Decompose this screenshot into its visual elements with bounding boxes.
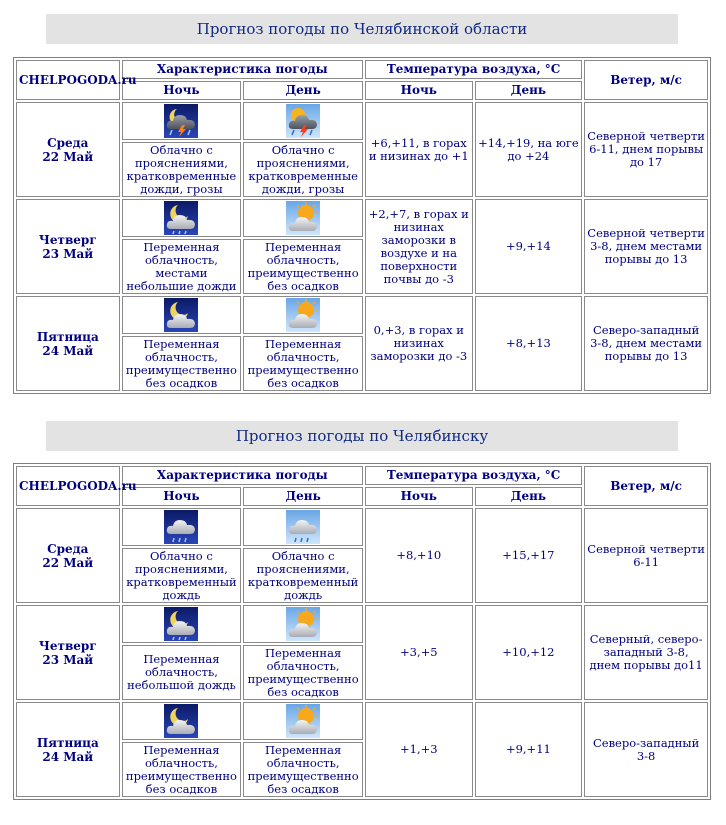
- wind-cell: Северной четверти 6-11: [584, 508, 708, 603]
- day-label: [16, 296, 120, 391]
- night-weather-icon-cell: [122, 702, 242, 740]
- day-label: [16, 702, 120, 797]
- night-weather-icon-cell: [122, 199, 242, 237]
- temp-night-cell: +3,+5: [365, 605, 473, 700]
- night-weather-icon-cell: [122, 102, 242, 140]
- day-description: Облачно с прояснениями, кратковременные дожди, грозы: [243, 142, 363, 197]
- temp-day-cell: +10,+12: [475, 605, 583, 700]
- day-weather-icon-cell: [243, 199, 363, 237]
- day-weather-icon-cell: [243, 702, 363, 740]
- date: 23 Май: [42, 652, 94, 667]
- temp-night-cell: +6,+11, в горах и низинах до +1: [365, 102, 473, 197]
- weather-header: Характеристика погоды: [122, 466, 363, 485]
- table-row: [16, 296, 708, 334]
- table-row: [16, 605, 708, 643]
- site-brand-link[interactable]: CHELPOGODA.ru: [16, 466, 120, 506]
- day-description: Облачно с прояснениями, кратковременный дождь: [243, 548, 363, 603]
- day-description: Переменная облачность, преимущественно без осадков: [243, 742, 363, 797]
- night-description: Облачно с прояснениями, кратковременные дожди, грозы: [122, 142, 242, 197]
- weekday: Среда: [47, 541, 89, 556]
- region-forecast-title: Прогноз погоды по Челябинской области: [46, 14, 678, 44]
- cloudy-rain-night-icon: [164, 201, 198, 235]
- weekday: Пятница: [36, 329, 99, 344]
- weather-day-header: День: [243, 81, 363, 100]
- city-forecast-title: Прогноз погоды по Челябинску: [46, 421, 678, 451]
- partly-cloudy-day-icon: [286, 704, 320, 738]
- temp-night-cell: 0,+3, в горах и низинах заморозки до -3: [365, 296, 473, 391]
- cloudy-rain-night-icon: [164, 607, 198, 641]
- date: 22 Май: [42, 149, 94, 164]
- day-description: Переменная облачность, преимущественно без осадков: [243, 645, 363, 700]
- date: 23 Май: [42, 246, 94, 261]
- temperature-header: Температура воздуха, °C: [365, 466, 582, 485]
- weather-day-header: День: [243, 487, 363, 506]
- weekday: Среда: [47, 135, 89, 150]
- temp-night-cell: +1,+3: [365, 702, 473, 797]
- wind-header: Ветер, м/с: [584, 466, 708, 506]
- temp-night-header: Ночь: [365, 487, 473, 506]
- partly-cloudy-night-icon: [164, 704, 198, 738]
- wind-cell: Северо-западный 3-8, днем местами порывы до 13: [584, 296, 708, 391]
- night-description: Переменная облачность, преимущественно без осадков: [122, 742, 242, 797]
- temp-day-cell: +8,+13: [475, 296, 583, 391]
- weekday: Четверг: [38, 232, 97, 247]
- weekday: Четверг: [38, 638, 97, 653]
- night-weather-icon-cell: [122, 605, 242, 643]
- temp-night-cell: +2,+7, в горах и низинах заморозки в воздухе и на поверхности почвы до -3: [365, 199, 473, 294]
- wind-cell: Северный, северо-западный 3-8, днем порывы до11: [584, 605, 708, 700]
- date: 22 Май: [42, 555, 94, 570]
- day-label: [16, 508, 120, 603]
- night-description: Облачно с прояснениями, кратковременный дождь: [122, 548, 242, 603]
- temperature-header: Температура воздуха, °C: [365, 60, 582, 79]
- day-label: [16, 102, 120, 197]
- night-weather-icon-cell: [122, 508, 242, 546]
- temp-day-header: День: [475, 487, 583, 506]
- city-forecast-table: [13, 463, 711, 800]
- date: 24 Май: [42, 343, 94, 358]
- table-row: [16, 102, 708, 140]
- weather-night-header: Ночь: [122, 81, 242, 100]
- temp-night-header: Ночь: [365, 81, 473, 100]
- night-description: Переменная облачность, преимущественно без осадков: [122, 336, 242, 391]
- cloudy-rain-night-icon: [164, 510, 198, 544]
- cloudy-rain-day-icon: [286, 510, 320, 544]
- date: 24 Май: [42, 749, 94, 764]
- thunderstorm-night-icon: [164, 104, 198, 138]
- wind-cell: Северной четверти 6-11, днем порывы до 17: [584, 102, 708, 197]
- night-description: Переменная облачность, небольшой дождь: [122, 645, 242, 700]
- day-weather-icon-cell: [243, 296, 363, 334]
- day-weather-icon-cell: [243, 508, 363, 546]
- day-description: Переменная облачность, преимущественно без осадков: [243, 336, 363, 391]
- day-label: [16, 605, 120, 700]
- table-row: [16, 508, 708, 546]
- region-forecast-table: [13, 57, 711, 394]
- temp-day-cell: +9,+14: [475, 199, 583, 294]
- partly-cloudy-night-icon: [164, 298, 198, 332]
- weather-header: Характеристика погоды: [122, 60, 363, 79]
- weather-night-header: Ночь: [122, 487, 242, 506]
- day-label: [16, 199, 120, 294]
- temp-day-cell: +9,+11: [475, 702, 583, 797]
- partly-cloudy-day-icon: [286, 298, 320, 332]
- night-description: Переменная облачность, местами небольшие дожди: [122, 239, 242, 294]
- wind-cell: Северной четверти 3-8, днем местами порывы до 13: [584, 199, 708, 294]
- day-description: Переменная облачность, преимущественно без осадков: [243, 239, 363, 294]
- day-weather-icon-cell: [243, 605, 363, 643]
- thunderstorm-day-icon: [286, 104, 320, 138]
- partly-cloudy-day-icon: [286, 607, 320, 641]
- table-row: [16, 702, 708, 740]
- table-row: [16, 199, 708, 237]
- site-brand-link[interactable]: CHELPOGODA.ru: [16, 60, 120, 100]
- temp-night-cell: +8,+10: [365, 508, 473, 603]
- temp-day-cell: +14,+19, на юге до +24: [475, 102, 583, 197]
- temp-day-header: День: [475, 81, 583, 100]
- wind-header: Ветер, м/с: [584, 60, 708, 100]
- weekday: Пятница: [36, 735, 99, 750]
- night-weather-icon-cell: [122, 296, 242, 334]
- temp-day-cell: +15,+17: [475, 508, 583, 603]
- wind-cell: Северо-западный 3-8: [584, 702, 708, 797]
- day-weather-icon-cell: [243, 102, 363, 140]
- partly-cloudy-day-icon: [286, 201, 320, 235]
